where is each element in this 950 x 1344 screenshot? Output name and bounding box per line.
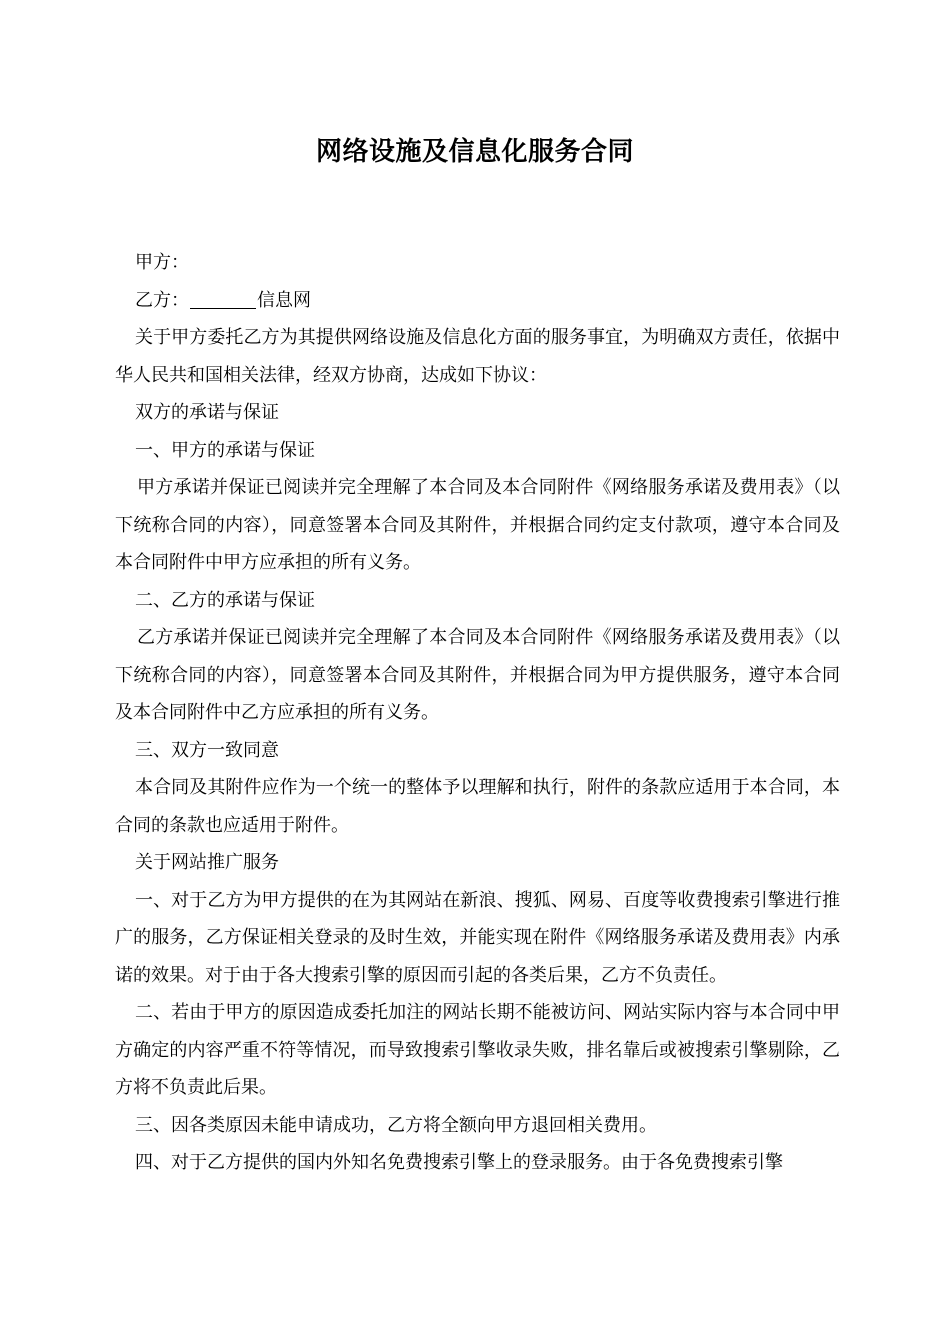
paragraph-promotion-clause-4: 四、对于乙方提供的国内外知名免费搜索引擎上的登录服务。由于各免费搜索引擎 [135, 1152, 783, 1173]
heading-party-b-commitment: 二、乙方的承诺与保证 [135, 589, 315, 611]
party-a-line [115, 244, 840, 282]
paragraph-party-a-commitment: 甲方承诺并保证已阅读并完全理解了本合同及本合同附件《网络服务承诺及费用表》（以下统称合同的内容），同意签署本合同及其附件，并根据合同约定支付款项，遵守本合同及本合同附件中甲方应承担的所有义务。 [115, 477, 840, 573]
paragraph-party-b-commitment: 乙方承诺并保证已阅读并完全理解了本合同及本合同附件《网络服务承诺及费用表》（以下统称合同的内容），同意签署本合同及其附件，并根据合同为甲方提供服务，遵守本合同及本合同附件中乙方应承担的所有义务。 [115, 627, 840, 723]
document-body [115, 244, 840, 1182]
paragraph-promotion-clause-1: 一、对于乙方为甲方提供的在为其网站在新浪、搜狐、网易、百度等收费搜索引擎进行推广的服务，乙方保证相关登录的及时生效，并能实现在附件《网络服务承诺及费用表》内承诺的效果。对于由于各大搜索引擎的原因而引起的各类后果，乙方不负责任。 [115, 889, 840, 986]
party-b-line [115, 282, 840, 320]
party-b-blank-underline [190, 290, 256, 309]
paragraph-mutual-agreement: 本合同及其附件应作为一个统一的整体予以理解和执行，附件的条款应适用于本合同，本合同的条款也应适用于附件。 [115, 777, 840, 836]
document-title: 网络设施及信息化服务合同 [315, 137, 634, 167]
paragraph-promotion-clause-3: 三、因各类原因未能申请成功，乙方将全额向甲方退回相关费用。 [135, 1114, 657, 1136]
party-b-suffix: 信息网 [257, 289, 311, 311]
heading-mutual-commitments: 双方的承诺与保证 [135, 402, 279, 423]
party-b-label: 乙方： [135, 289, 189, 311]
paragraph-intro: 关于甲方委托乙方为其提供网络设施及信息化方面的服务事宜，为明确双方责任，依据中华人民共和国相关法律，经双方协商，达成如下协议： [115, 327, 840, 386]
party-a-label: 甲方： [135, 252, 189, 273]
paragraph-promotion-clause-2: 二、若由于甲方的原因造成委托加注的网站长期不能被访问、网站实际内容与本合同中甲方确定的内容严重不符等情况，而导致搜索引擎收录失败，排名靠后或被搜索引擎剔除，乙方将不负责此后果。 [115, 1002, 840, 1098]
heading-party-a-commitment: 一、甲方的承诺与保证 [135, 439, 315, 461]
heading-website-promotion: 关于网站推广服务 [135, 852, 279, 873]
heading-mutual-agreement: 三、双方一致同意 [135, 739, 279, 761]
